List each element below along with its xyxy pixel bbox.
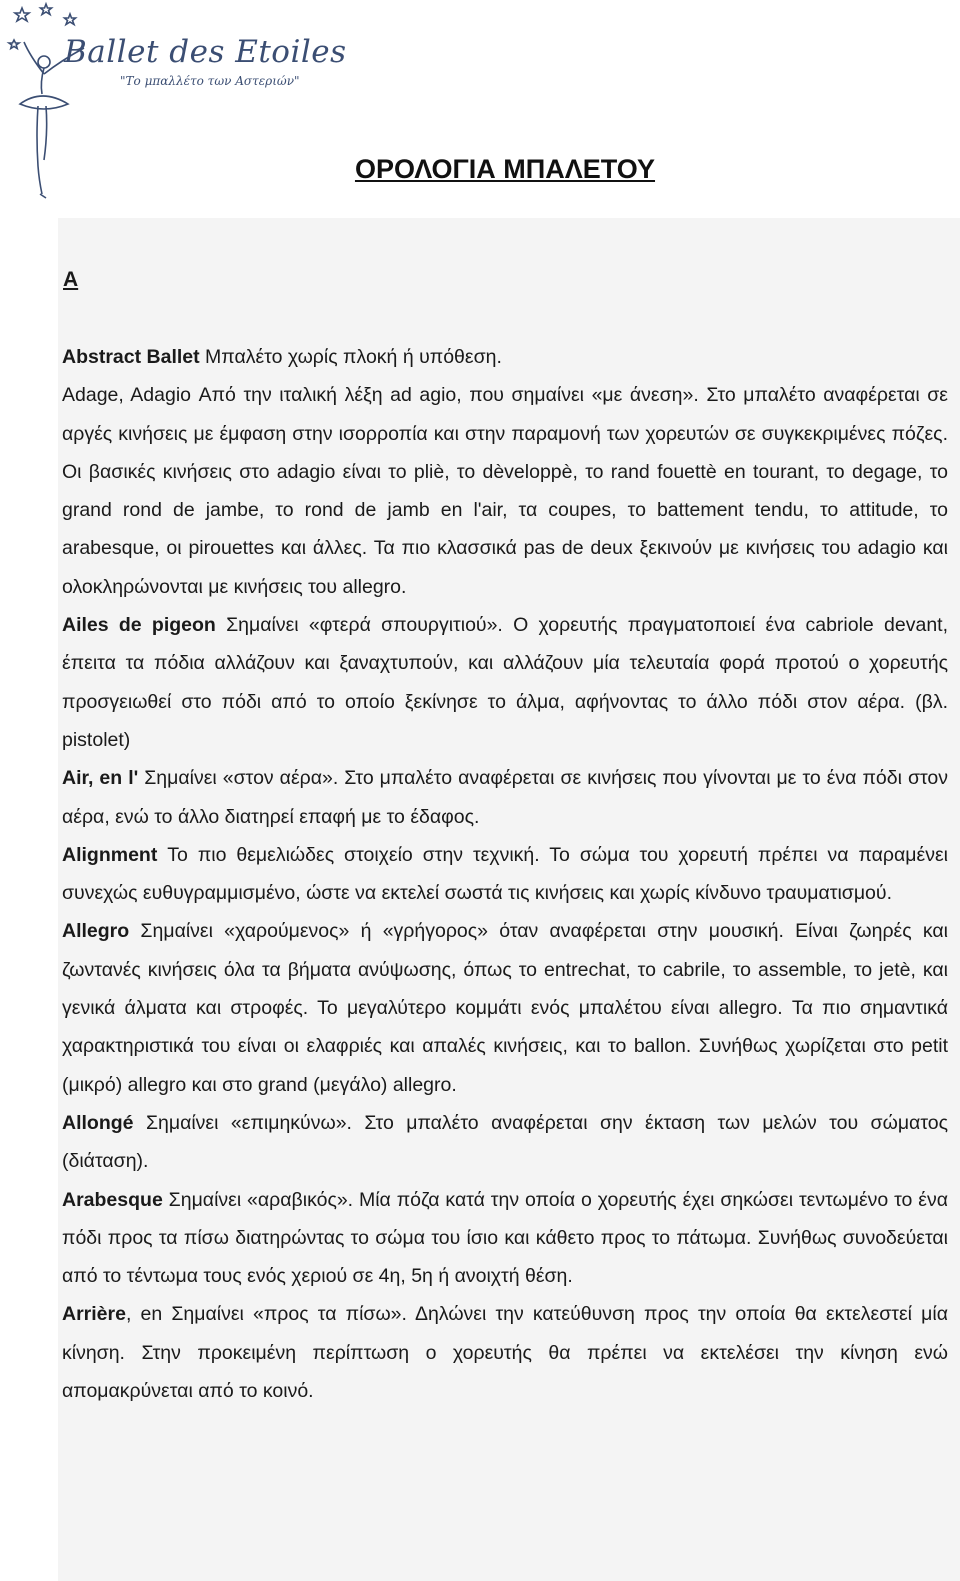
glossary-entry bbox=[62, 606, 948, 759]
entry-term: Alignment bbox=[62, 843, 158, 866]
glossary-entries bbox=[62, 338, 948, 1410]
logo-title: Ballet des Etoiles bbox=[64, 34, 347, 70]
entry-term: Abstract Ballet bbox=[62, 346, 200, 368]
entry-term: Arabesque bbox=[62, 1188, 163, 1211]
glossary-entry bbox=[62, 836, 948, 913]
entry-term: Allongé bbox=[62, 1111, 134, 1134]
entry-term: Allegro bbox=[62, 920, 130, 943]
logo-subtitle: "Το μπαλλέτο των Αστεριών" bbox=[120, 74, 300, 88]
glossary-content bbox=[58, 218, 960, 1581]
entry-definition: Το πιο θεμελιώδες στοιχείο στην τεχνική. Το σώμα του χορευτή πρέπει να παραμένει συνεχώς ευθυγραμμισμένο, ώστε να εκτελεί σωστά τις κινήσεις και χωρίς κίνδυνο τραυματισμού. bbox=[62, 843, 948, 905]
entry-definition: , en Σημαίνει «προς τα πίσω». Δηλώνει την κατεύθυνση προς την οποία θα εκτελεστεί μία κίνηση. Στην προκειμένη περίπτωση ο χορευτής θα πρέπει να εκτελέσει την κίνηση ενώ απομακρύνεται από το κοινό. bbox=[62, 1303, 948, 1403]
entry-definition: Μπαλέτο χωρίς πλοκή ή υπόθεση. bbox=[199, 346, 502, 368]
glossary-entry bbox=[62, 338, 948, 376]
entry-term: Air, en l' bbox=[62, 767, 139, 790]
glossary-entry bbox=[62, 759, 948, 836]
section-letter: Α bbox=[63, 268, 79, 291]
glossary-entry bbox=[62, 1295, 948, 1410]
entry-definition: Σημαίνει «αραβικός». Μία πόζα κατά την οποία ο χορευτής έχει σηκώσει τεντωμένο το ένα πόδι προς τα πίσω διατηρώντας το σώμα του ίσιο και κάθετο προς το πάτωμα. Συνήθως συνοδεύεται από το τέντωμα τους ενός χεριού σε 4η, 5η ή ανοιχτή θέση. bbox=[62, 1188, 948, 1288]
entry-definition: Σημαίνει «στον αέρα». Στο μπαλέτο αναφέρεται σε κινήσεις που γίνονται με το ένα πόδι στον αέρα, ενώ το άλλο διατηρεί επαφή με το έδαφος. bbox=[62, 767, 948, 828]
page-title: ΟΡΟΛΟΓΙΑ ΜΠΑΛΕΤΟΥ bbox=[354, 154, 656, 184]
glossary-entry bbox=[62, 376, 948, 606]
entry-term: Arrière bbox=[62, 1303, 126, 1326]
entry-term: Ailes de pigeon bbox=[62, 614, 216, 637]
entry-definition: Σημαίνει «φτερά σπουργιτιού». Ο χορευτής πραγματοποιεί ένα cabriole devant, έπειτα τα πόδια αλλάζουν και ξαναχτυπούν, και αλλάζουν μία τελευταία φορά προτού ο χορευτής προσγειωθεί στο πόδι από το οποίο ξεκίνησε το άλμα, αφήνοντας το άλλο πόδι στον αέρα. (βλ. pistolet) bbox=[62, 614, 949, 751]
glossary-entry bbox=[62, 1181, 948, 1296]
glossary-entry bbox=[62, 1104, 948, 1181]
entry-definition: Σημαίνει «επιμηκύνω». Στο μπαλέτο αναφέρεται σην έκταση των μελών του σώματος (διάταση). bbox=[62, 1111, 948, 1173]
entry-definition: Σημαίνει «χαρούμενος» ή «γρήγορος» όταν αναφέρεται στην μουσική. Είναι ζωηρές και ζωντανές κινήσεις όλα τα βήματα ανύψωσης, όπως το entrechat, το cabrile, το assemble, το jetè, και γενικά άλματα και στροφές. Το μεγαλύτερο κομμάτι ενός μπαλέτου είναι allegro. Τα πιο σημαντικά χαρακτηριστικά του είναι οι ελαφριές και απαλές κινήσεις, και το ballon. Συνήθως χωρίζεται στο petit (μικρό) allegro και στο grand (μεγάλο) allegro. bbox=[62, 920, 948, 1096]
entry-definition: Adage, Adagio Από την ιταλική λέξη ad agio, που σημαίνει «με άνεση». Στο μπαλέτο αναφέρεται σε αργές κινήσεις με έμφαση στην ισορροπία και στην παραμονή των χορευτών σε συγκεκριμένες πόζες. Οι βασικές κινήσεις στο adagio είναι το pliè, το dèveloppè, το rand fouettè en tourant, το degage, το grand rond de jambe, το rond de jamb en l'air, τα coupes, το battement tendu, το attitude, το arabesque, οι pirouettes και άλλες. Τα πιο κλασσικά pas de deux ξεκινούν με κινήσεις του adagio και ολοκληρώνονται με κινήσεις του allegro. bbox=[62, 384, 948, 598]
glossary-entry bbox=[62, 912, 948, 1103]
